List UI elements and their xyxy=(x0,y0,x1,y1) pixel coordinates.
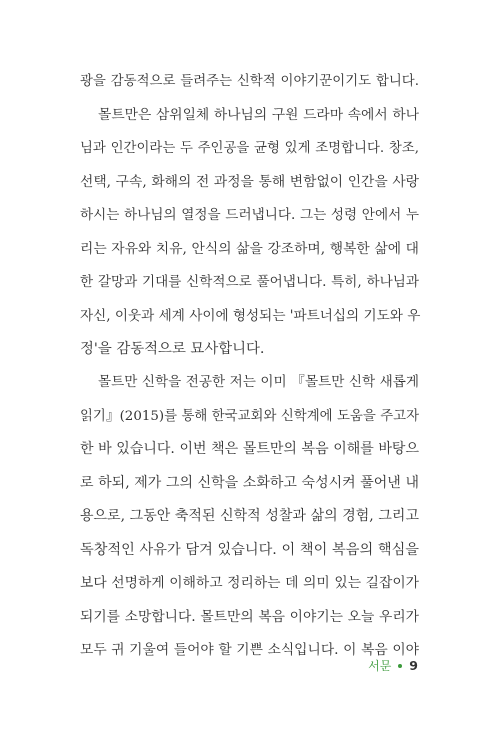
text-line: 리는 자유와 치유, 안식의 삶을 강조하며, 행복한 삶에 대 xyxy=(80,240,419,257)
text-line: 님과 인간이라는 두 주인공을 균형 있게 조명합니다. 창조, xyxy=(80,141,419,156)
text-line: 용으로, 그동안 축적된 신학적 성찰과 삶의 경험, 그리고 xyxy=(80,508,419,524)
paragraph-1 xyxy=(80,65,419,367)
text-line: 하시는 하나님의 열정을 드러냅니다. 그는 성령 안에서 누 xyxy=(80,207,419,223)
text-line: 독창적인 사유가 담겨 있습니다. 이 책이 복음의 핵심을 xyxy=(80,541,419,558)
section-label: 서문 xyxy=(368,659,392,673)
text-line: 로 하되, 제가 그의 신학을 소화하고 숙성시켜 풀어낸 내 xyxy=(80,474,419,491)
separator-dot-icon xyxy=(398,664,402,668)
text-line: 몰트만은 삼위일체 하나님의 구원 드라마 속에서 하나 xyxy=(98,106,419,123)
text-line: 모두 귀 기울여 들어야 할 기쁜 소식입니다. 이 복음 이야 xyxy=(80,642,419,658)
text-line: 보다 선명하게 이해하고 정리하는 데 의미 있는 길잡이가 xyxy=(80,575,419,591)
text-line: 선택, 구속, 화해의 전 과정을 통해 변함없이 인간을 사랑 xyxy=(80,173,419,190)
text-line: 한 갈망과 기대를 신학적으로 풀어냅니다. 특히, 하나님과 xyxy=(80,274,419,290)
text-line: 광을 감동적으로 들려주는 신학적 이야기꾼이기도 합니다. xyxy=(80,74,419,89)
text-line: 자신, 이웃과 세계 사이에 형성되는 '파트너십의 기도와 우 xyxy=(80,307,421,324)
text-line: 몰트만 신학을 전공한 저는 이미 『몰트만 신학 새롭게 xyxy=(98,374,419,390)
text-line: 한 바 있습니다. 이번 책은 몰트만의 복음 이해를 바탕으 xyxy=(80,441,419,457)
page-footer xyxy=(368,657,418,674)
text-line: 정'을 감동적으로 묘사합니다. xyxy=(80,341,265,357)
page-number: 9 xyxy=(409,658,418,673)
paragraph-2 xyxy=(80,366,419,668)
text-line: 읽기』(2015)를 통해 한국교회와 신학계에 도움을 주고자 xyxy=(80,408,419,424)
text-line: 되기를 소망합니다. 몰트만의 복음 이야기는 오늘 우리가 xyxy=(80,608,419,625)
